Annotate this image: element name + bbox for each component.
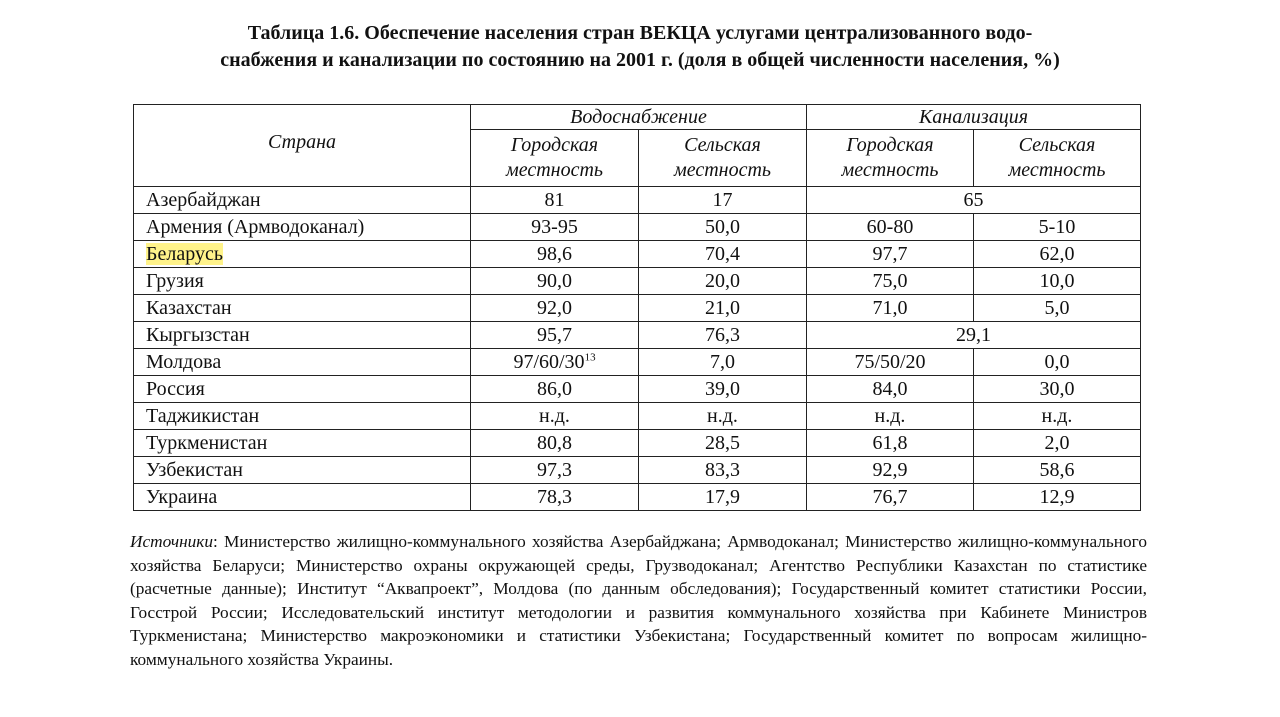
water-rural-cell: 39,0	[639, 376, 807, 403]
sewer-urban-cell: 75/50/20	[807, 349, 974, 376]
water-rural-cell: 7,0	[639, 349, 807, 376]
water-rural-cell: 50,0	[639, 214, 807, 241]
water-urban-cell	[471, 376, 639, 403]
country-cell	[134, 295, 471, 322]
sewer-rural-cell: 58,6	[974, 457, 1141, 484]
sewer-rural-cell: 12,9	[974, 484, 1141, 511]
country-cell	[134, 322, 471, 349]
table-row	[134, 214, 1141, 241]
water-urban-cell	[471, 403, 639, 430]
table-row	[134, 268, 1141, 295]
water-rural-cell: 20,0	[639, 268, 807, 295]
country-cell	[134, 403, 471, 430]
water-rural-cell: 70,4	[639, 241, 807, 268]
country-cell	[134, 430, 471, 457]
country-name: Туркменистан	[146, 432, 268, 454]
country-name: Россия	[146, 378, 205, 400]
country-cell	[134, 187, 471, 214]
water-urban-cell	[471, 430, 639, 457]
water-urban-value: 86,0	[537, 378, 572, 400]
sewer-rural-cell: н.д.	[974, 403, 1141, 430]
water-urban-value: 93-95	[531, 216, 578, 238]
water-urban-value: 95,7	[537, 324, 572, 346]
water-urban-cell	[471, 241, 639, 268]
country-name: Армения (Армводоканал)	[146, 216, 365, 238]
table-row	[134, 403, 1141, 430]
sewer-rural-header: Сельская местность	[974, 130, 1141, 187]
water-urban-cell	[471, 484, 639, 511]
title-line-1: Таблица 1.6. Обеспечение населения стран ВЕКЦА услугами централизованного водо-	[247, 22, 1033, 44]
water-urban-cell	[471, 295, 639, 322]
table-row	[134, 349, 1141, 376]
water-urban-cell	[471, 457, 639, 484]
country-cell	[134, 268, 471, 295]
country-column-header: Страна	[134, 105, 471, 187]
water-rural-cell: 76,3	[639, 322, 807, 349]
country-name: Беларусь	[146, 243, 223, 265]
country-name: Кыргызстан	[146, 324, 250, 346]
water-urban-value: 78,3	[537, 486, 572, 508]
sewer-urban-cell: 97,7	[807, 241, 974, 268]
water-urban-cell	[471, 349, 639, 376]
water-rural-header: Сельская местность	[639, 130, 807, 187]
water-urban-cell	[471, 268, 639, 295]
footnote-marker: 13	[584, 351, 596, 364]
table-row	[134, 430, 1141, 457]
sewerage-header: Канализация	[807, 105, 1141, 130]
water-urban-header: Городская местность	[471, 130, 639, 187]
water-rural-cell: 17	[639, 187, 807, 214]
table-row	[134, 457, 1141, 484]
sewer-urban-header: Городская местность	[807, 130, 974, 187]
water-rural-cell: 83,3	[639, 457, 807, 484]
country-name: Азербайджан	[146, 189, 261, 211]
table-row	[134, 295, 1141, 322]
country-name: Таджикистан	[146, 405, 260, 427]
water-urban-cell	[471, 187, 639, 214]
sources-text: : Министерство жилищно-коммунального хозяйства Азербайджана; Армводоканал; Министерство жилищно-коммунального хозяйства Беларуси; Министерство охраны окружающей среды, Грузводоканал; Агентство Республики Казахстан по статистике (расчетные данные); Институт “Аквапроект”, Молдова (по данным обследования); Государственный комитет статистики России, Госстрой России; Исследовательский институт методологии и развития коммунального хозяйства при Кабинете Министров Туркменистана; Министерство макроэкономики и статистики Узбекистана; Государственный комитет по вопросам жилищно-коммунального хозяйства Украины.	[130, 532, 1147, 669]
table-body	[134, 187, 1141, 511]
country-cell	[134, 241, 471, 268]
table-title	[150, 20, 1130, 74]
country-name: Молдова	[146, 351, 222, 373]
sewerage-merged-cell: 29,1	[807, 322, 1141, 349]
water-urban-cell	[471, 214, 639, 241]
sewerage-merged-cell: 65	[807, 187, 1141, 214]
country-cell	[134, 376, 471, 403]
table-row	[134, 484, 1141, 511]
water-urban-value: 92,0	[537, 297, 572, 319]
sewer-rural-cell: 30,0	[974, 376, 1141, 403]
water-urban-value: 97/60/30	[513, 351, 585, 373]
country-cell	[134, 457, 471, 484]
sewer-rural-cell: 0,0	[974, 349, 1141, 376]
sewer-urban-cell: 60-80	[807, 214, 974, 241]
table-row	[134, 187, 1141, 214]
title-line-2: снабжения и канализации по состоянию на 2001 г. (доля в общей численности населения, %)	[220, 49, 1060, 71]
country-cell	[134, 349, 471, 376]
water-supply-header: Водоснабжение	[471, 105, 807, 130]
sewer-urban-cell: 92,9	[807, 457, 974, 484]
sewer-urban-cell: 84,0	[807, 376, 974, 403]
country-name: Грузия	[146, 270, 204, 292]
country-name: Казахстан	[146, 297, 232, 319]
water-rural-cell: 28,5	[639, 430, 807, 457]
water-rural-cell: 21,0	[639, 295, 807, 322]
sewer-urban-cell: н.д.	[807, 403, 974, 430]
water-urban-value: 98,6	[537, 243, 572, 265]
table-row	[134, 241, 1141, 268]
sewer-rural-cell: 62,0	[974, 241, 1141, 268]
sources-label: Источники	[130, 532, 214, 551]
water-urban-value: 80,8	[537, 432, 572, 454]
country-cell	[134, 214, 471, 241]
sewer-urban-cell: 71,0	[807, 295, 974, 322]
water-urban-cell	[471, 322, 639, 349]
table-row	[134, 322, 1141, 349]
water-sewerage-table	[133, 104, 1141, 511]
sewer-rural-cell: 10,0	[974, 268, 1141, 295]
sewer-urban-cell: 61,8	[807, 430, 974, 457]
country-name: Украина	[146, 486, 218, 508]
sources-note	[130, 530, 1147, 672]
water-rural-cell: н.д.	[639, 403, 807, 430]
sewer-urban-cell: 75,0	[807, 268, 974, 295]
water-rural-cell: 17,9	[639, 484, 807, 511]
country-name: Узбекистан	[146, 459, 243, 481]
water-urban-value: 97,3	[537, 459, 572, 481]
sewer-rural-cell: 2,0	[974, 430, 1141, 457]
sewer-rural-cell: 5-10	[974, 214, 1141, 241]
water-urban-value: 81	[544, 189, 565, 211]
water-urban-value: 90,0	[537, 270, 572, 292]
table-row	[134, 376, 1141, 403]
country-cell	[134, 484, 471, 511]
sewer-urban-cell: 76,7	[807, 484, 974, 511]
water-urban-value: н.д.	[539, 405, 570, 427]
sewer-rural-cell: 5,0	[974, 295, 1141, 322]
